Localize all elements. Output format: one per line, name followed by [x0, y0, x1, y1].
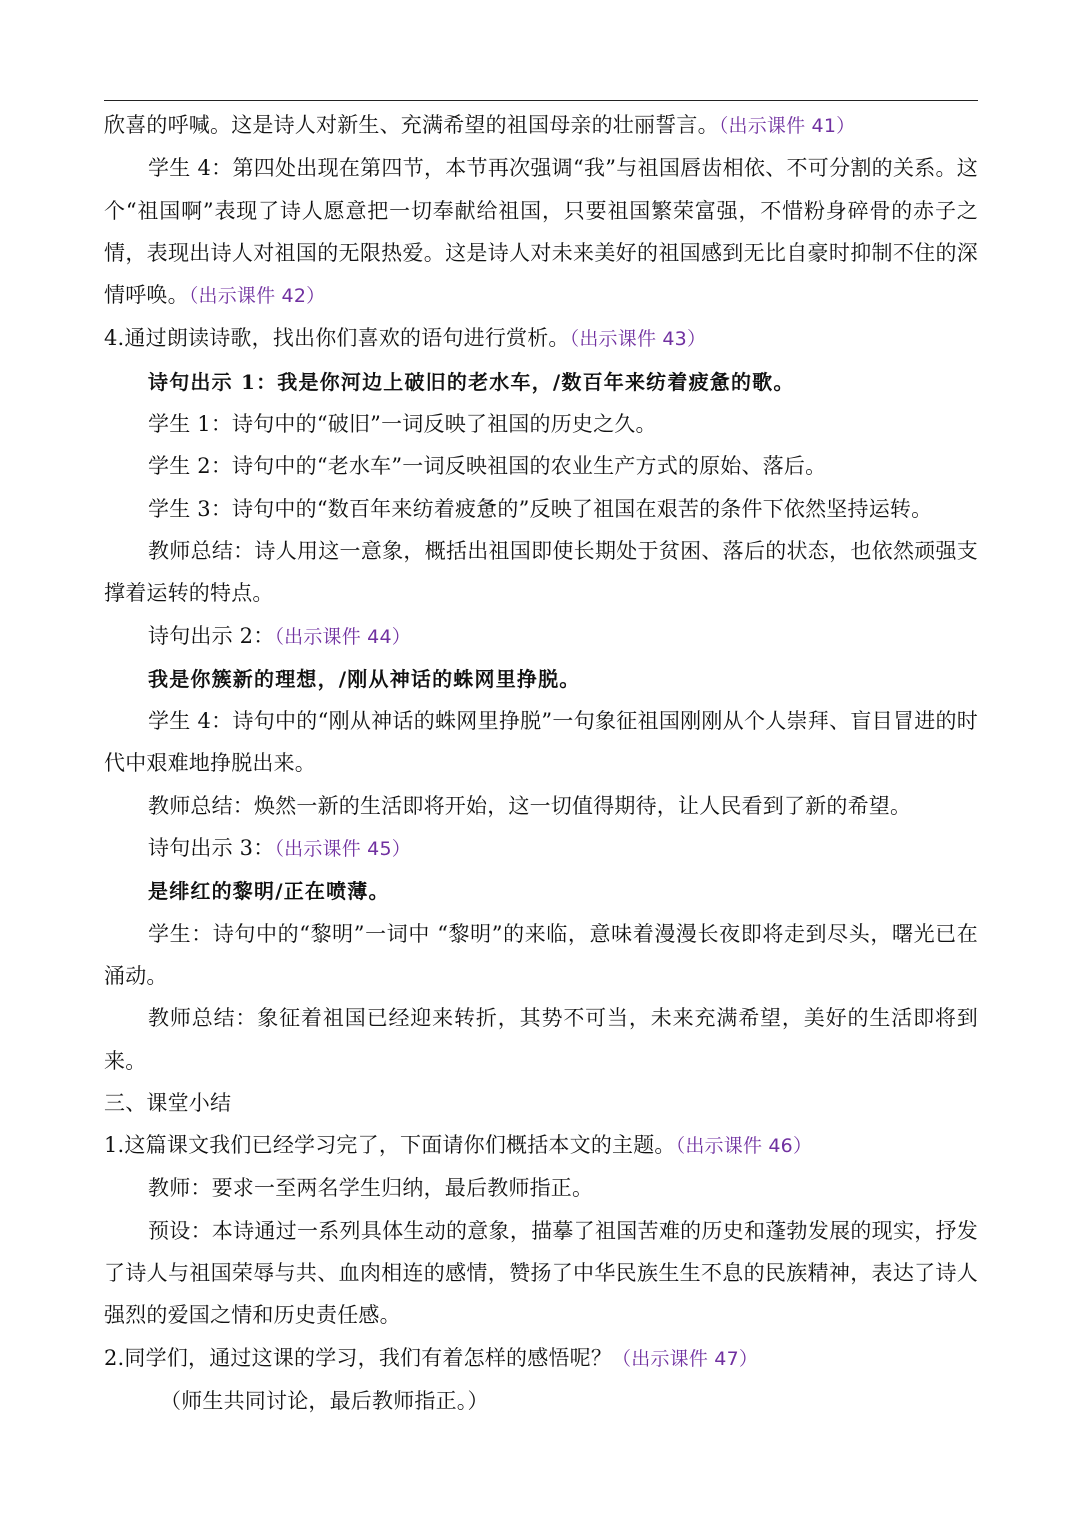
paragraph: 预设：本诗通过一系列具体生动的意象，描摹了祖国苦难的历史和蓬勃发展的现实，抒发了诗人与祖国荣辱与共、血肉相连的感情，赞扬了中华民族生生不息的民族精神，表达了诗人强烈的爱国之情和历史责任感。 [104, 1218, 978, 1328]
courseware-ref: （出示课件 46） [675, 1135, 813, 1158]
paragraph: 4.通过朗读诗歌，找出你们喜欢的语句进行赏析。（出示课件 43） [104, 326, 707, 351]
paragraph: 教师总结：诗人用这一意象，概括出祖国即使长期处于贫困、落后的状态，也依然顽强支撑着运转的特点。 [104, 538, 978, 606]
paragraph: 学生 1：诗句中的“破旧”一词反映了祖国的历史之久。 [148, 412, 657, 437]
paragraph: 学生 2：诗句中的“老水车”一词反映祖国的农业生产方式的原始、落后。 [148, 454, 827, 479]
paragraph: 学生 3：诗句中的“数百年来纺着疲惫的”反映了祖国在艰苦的条件下依然坚持运转。 [148, 496, 933, 521]
paragraph: 诗句出示 3：（出示课件 45） [148, 836, 411, 861]
courseware-ref: （出示课件 43） [569, 328, 707, 351]
courseware-ref: （出示课件 45） [274, 838, 411, 861]
courseware-ref: （出示课件 41） [718, 115, 856, 137]
paragraph: （师生共同讨论，最后教师指正。） [160, 1388, 489, 1413]
paragraph: 学生 4：诗句中的“刚从神话的蛛网里挣脱”一句象征祖国刚刚从个人崇拜、盲目冒进的时代中艰难地挣脱出来。 [104, 709, 978, 776]
poem-line: 是绯红的黎明/正在喷薄。 [148, 879, 390, 904]
section-heading: 三、课堂小结 [104, 1090, 232, 1115]
paragraph: 教师总结：象征着祖国已经迎来转折，其势不可当，未来充满希望，美好的生活即将到来。 [104, 1006, 978, 1073]
paragraph: 学生 4：第四处出现在第四节，本节再次强调“我”与祖国唇齿相依、不可分割的关系。这个“祖国啊”表现了诗人愿意把一切奉献给祖国，只要祖国繁荣富强，不惜粉身碎骨的赤子之情，表现出诗人对祖国的无限热爱。这是诗人对未来美好的祖国感到无比自豪时抑制不住的深情呼唤。（出示课件 42） [104, 156, 978, 308]
paragraph: 1.这篇课文我们已经学习完了，下面请你们概括本文的主题。（出示课件 46） [104, 1133, 813, 1158]
courseware-ref: （出示课件 42） [188, 285, 326, 308]
poem-line: 我是你簇新的理想，/刚从神话的蛛网里挣脱。 [148, 666, 581, 691]
paragraph: 教师：要求一至两名学生归纳，最后教师指正。 [148, 1176, 594, 1201]
paragraph: 教师总结：焕然一新的生活即将开始，这一切值得期待，让人民看到了新的希望。 [148, 793, 912, 818]
paragraph: 欣喜的呼喊。这是诗人对新生、充满希望的祖国母亲的壮丽誓言。（出示课件 41） [104, 113, 856, 137]
courseware-ref: （出示课件 47） [612, 1347, 759, 1370]
poem-line: 诗句出示 1：我是你河边上破旧的老水车，/数百年来纺着疲惫的歌。 [148, 369, 795, 394]
document-body [104, 104, 978, 1422]
courseware-ref: （出示课件 44） [274, 625, 411, 648]
paragraph: 学生：诗句中的“黎明”一词中 “黎明”的来临，意味着漫漫长夜即将走到尽头，曙光已在涌动。 [104, 921, 978, 988]
header-rule [104, 100, 978, 101]
paragraph: 诗句出示 2：（出示课件 44） [148, 623, 411, 648]
paragraph: 2.同学们，通过这课的学习，我们有着怎样的感悟呢？（出示课件 47） [104, 1345, 759, 1370]
